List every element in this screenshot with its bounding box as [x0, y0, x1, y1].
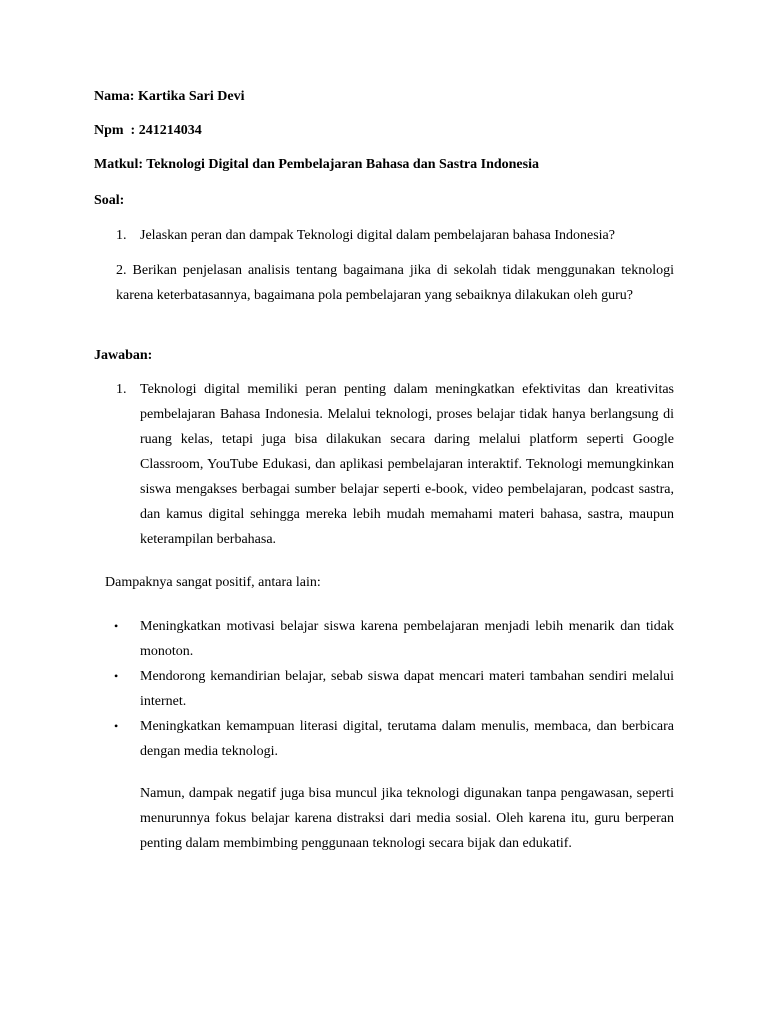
- bullet-3-marker: •: [114, 719, 119, 733]
- closing-paragraph: Namun, dampak negatif juga bisa muncul jika teknologi digunakan tanpa pengawasan, seperti menurunnya fokus belajar karena distraksi dari media sosial. Oleh karena itu, guru berperan penting dalam membimbing penggunaan teknologi secara bijak dan edukatif.: [140, 786, 674, 851]
- matkul-line: [94, 155, 539, 175]
- nama-label: Nama:: [94, 89, 135, 104]
- soal-2-text: Berikan penjelasan analisis tentang bagaimana jika di sekolah tidak menggunakan teknologi karena keterbatasannya, bagaimana pola pembelajaran yang sebaiknya dilakukan oleh guru?: [116, 263, 675, 303]
- soal-1-text: Jelaskan peran dan dampak Teknologi digital dalam pembelajaran bahasa Indonesia?: [140, 228, 615, 243]
- nama-line: [94, 87, 244, 107]
- matkul-value: Teknologi Digital dan Pembelajaran Bahasa dan Sastra Indonesia: [146, 157, 539, 172]
- soal-heading: Soal:: [94, 193, 125, 208]
- jawaban-1-number: 1.: [116, 382, 127, 397]
- bullet-3-text: Meningkatkan kemampuan literasi digital, terutama dalam menulis, membaca, dan berbicara dengan media teknologi.: [140, 719, 674, 759]
- nama-value: Kartika Sari Devi: [137, 89, 245, 104]
- soal-2-item: [116, 258, 674, 308]
- matkul-label: Matkul:: [94, 157, 143, 172]
- soal-1-number: 1.: [116, 228, 127, 243]
- npm-value: 241214034: [138, 123, 202, 138]
- npm-line: [94, 121, 202, 141]
- npm-label: Npm :: [94, 123, 136, 138]
- bullet-2-marker: •: [114, 669, 119, 683]
- bullet-1-marker: •: [114, 619, 119, 633]
- jawaban-1-text: Teknologi digital memiliki peran penting dalam meningkatkan efektivitas dan kreativitas pembelajaran Bahasa Indonesia. Melalui teknologi, proses belajar tidak hanya berlangsung di ruang kelas, tetapi juga bisa dilakukan secara daring melalui platform seperti Google Classroom, YouTube Edukasi, dan aplikasi pembelajaran interaktif. Teknologi memungkinkan siswa mengakses berbagai sumber belajar seperti e-book, video pembelajaran, podcast sastra, dan kamus digital sehingga mereka lebih mudah memahami materi bahasa, sastra, maupun keterampilan berbahasa.: [140, 382, 674, 547]
- soal-2-number: 2.: [116, 263, 127, 278]
- bullet-2-text: Mendorong kemandirian belajar, sebab siswa dapat mencari materi tambahan sendiri melalui internet.: [140, 669, 674, 709]
- bullet-1-text: Meningkatkan motivasi belajar siswa karena pembelajaran menjadi lebih menarik dan tidak monoton.: [140, 619, 674, 659]
- jawaban-heading: Jawaban:: [94, 348, 153, 363]
- dampak-intro: Dampaknya sangat positif, antara lain:: [105, 575, 321, 590]
